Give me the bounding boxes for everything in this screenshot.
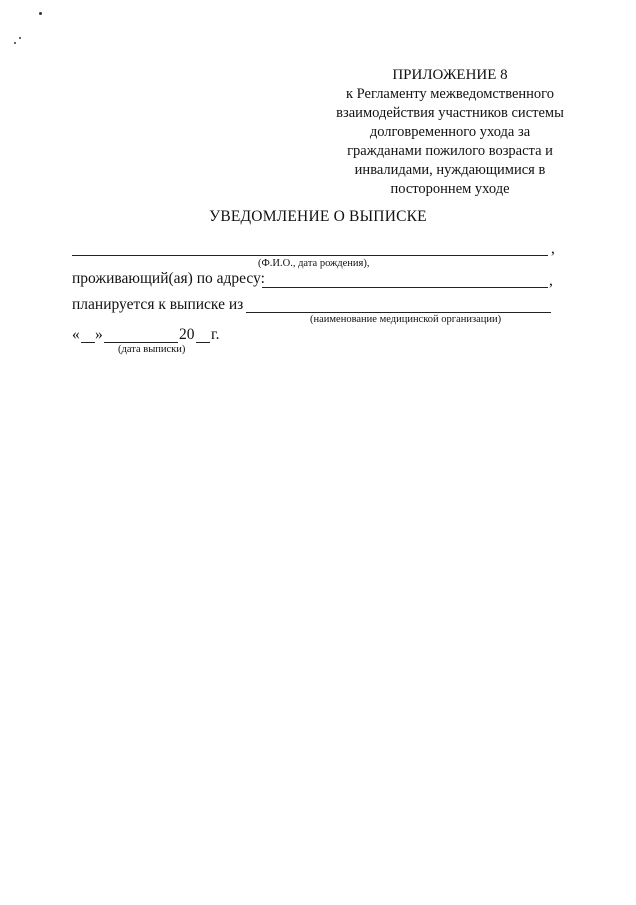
scan-speck [19,37,21,39]
appendix-line: долговременного ухода за [369,124,531,140]
date-year-prefix: 20 [179,326,195,343]
date-day-line [81,342,95,343]
scan-speck [39,12,42,15]
address-fill-line [262,287,548,288]
name-fill-line [72,255,548,256]
document-title: УВЕДОМЛЕНИЕ О ВЫПИСКЕ [209,208,427,225]
appendix-line: постороннем уходе [390,181,510,197]
date-open-quote: « [72,326,80,343]
organization-fill-line [246,312,551,313]
appendix-line: к Регламенту межведомственного [346,86,554,102]
appendix-heading: ПРИЛОЖЕНИЕ 8 [392,67,508,83]
name-line-comma: , [551,240,555,257]
scan-speck [14,42,16,44]
date-year-line [196,342,210,343]
address-line-comma: , [549,272,553,289]
discharge-label: планируется к выписке из [72,296,244,313]
date-close-quote: » [95,326,103,343]
address-label: проживающий(ая) по адресу: [72,270,265,287]
date-caption: (дата выписки) [118,344,186,355]
date-month-line [104,342,178,343]
appendix-line: инвалидами, нуждающимися в [354,162,546,178]
organization-caption: (наименование медицинской организации) [310,314,502,325]
appendix-line: гражданами пожилого возраста и [347,143,553,159]
date-year-suffix: г. [211,326,220,343]
appendix-block [300,66,600,199]
appendix-line: взаимодействия участников системы [336,105,564,121]
name-caption: (Ф.И.О., дата рождения), [258,258,370,269]
